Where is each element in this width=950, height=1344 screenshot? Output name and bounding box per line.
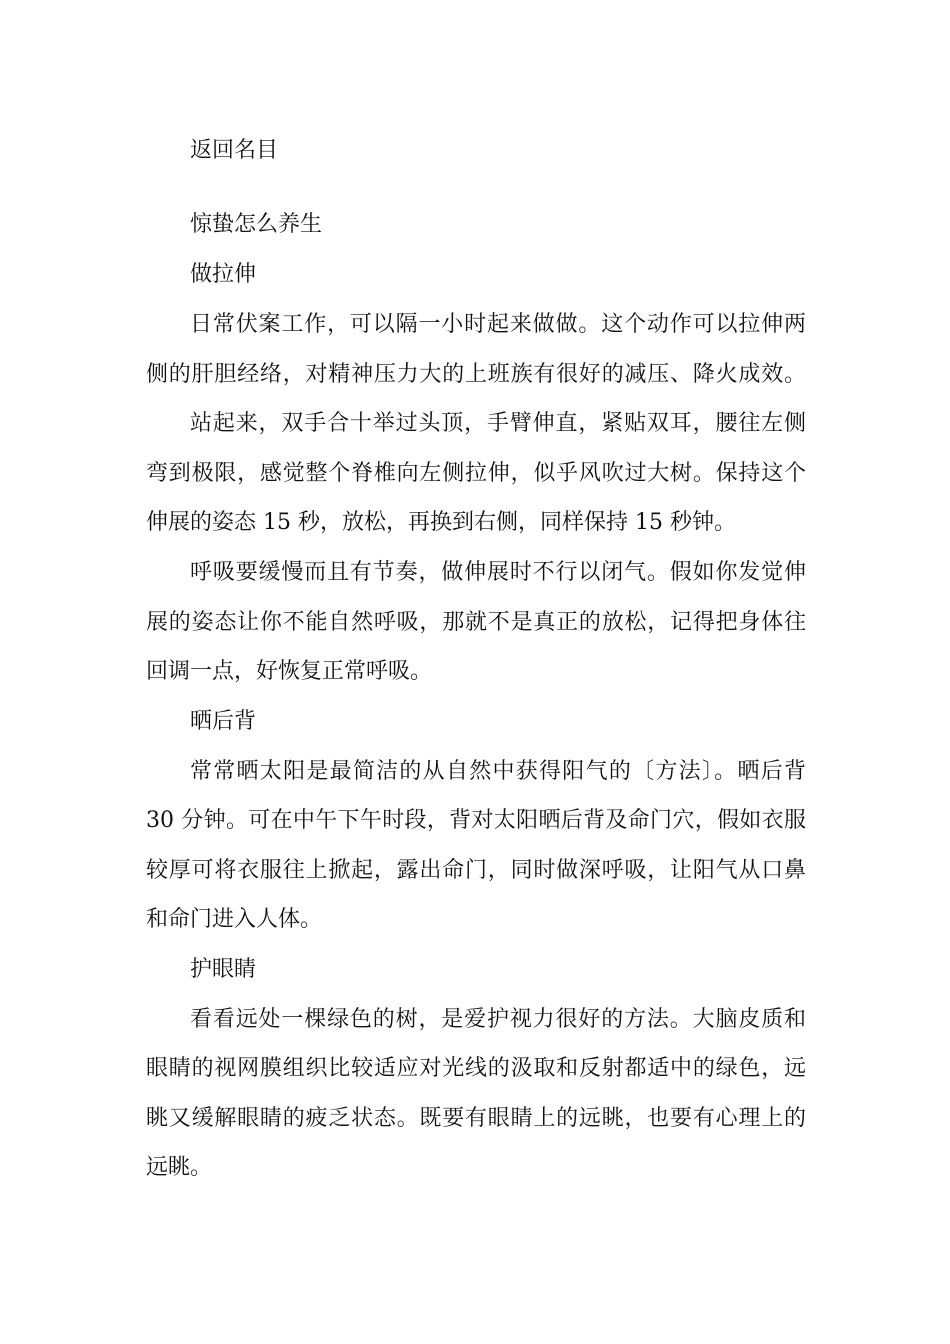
paragraph-line: 远眺。 [146,1155,213,1180]
section-heading-eyes: 护眼睛 [190,957,257,982]
paragraph-line: 呼吸要缓慢而且有节奏，做伸展时不行以闭气。假如你发觉伸 [190,560,806,585]
back-link[interactable]: 返回名目 [190,138,279,163]
paragraph-line: 和命门进入人体。 [146,907,323,932]
paragraph-line: 常常晒太阳是最简洁的从自然中获得阳气的〔方法〕。晒后背 [190,759,806,784]
page-title: 惊蛰怎么养生 [190,212,323,237]
paragraph-line: 展的姿态让你不能自然呼吸，那就不是真正的放松，记得把身体往 [146,610,806,635]
paragraph-line: 看看远处一棵绿色的树，是爱护视力很好的方法。大脑皮质和 [190,1007,806,1032]
paragraph-line: 眼睛的视网膜组织比较适应对光线的汲取和反射都适中的绿色，远 [146,1056,806,1081]
paragraph-line: 伸展的姿态 15 秒，放松，再换到右侧，同样保持 15 秒钟。 [146,510,736,535]
paragraph-line: 弯到极限，感觉整个脊椎向左侧拉伸，似乎风吹过大树。保持这个 [146,461,806,486]
paragraph-line: 站起来，双手合十举过头顶，手臂伸直，紧贴双耳，腰往左侧 [190,411,806,436]
paragraph-line: 侧的肝胆经络，对精神压力大的上班族有很好的减压、降火成效。 [146,362,806,387]
paragraph-line: 日常伏案工作，可以隔一小时起来做做。这个动作可以拉伸两 [190,312,806,337]
section-heading-sunbathe: 晒后背 [190,709,257,734]
section-heading-stretch: 做拉伸 [190,262,257,287]
paragraph-line: 眺又缓解眼睛的疲乏状态。既要有眼睛上的远眺，也要有心理上的 [146,1106,806,1131]
paragraph-line: 较厚可将衣服往上掀起，露出命门，同时做深呼吸，让阳气从口鼻 [146,858,806,883]
paragraph-line: 30 分钟。可在中午下午时段，背对太阳晒后背及命门穴，假如衣服 [146,808,806,833]
paragraph-line: 回调一点，好恢复正常呼吸。 [146,659,433,684]
